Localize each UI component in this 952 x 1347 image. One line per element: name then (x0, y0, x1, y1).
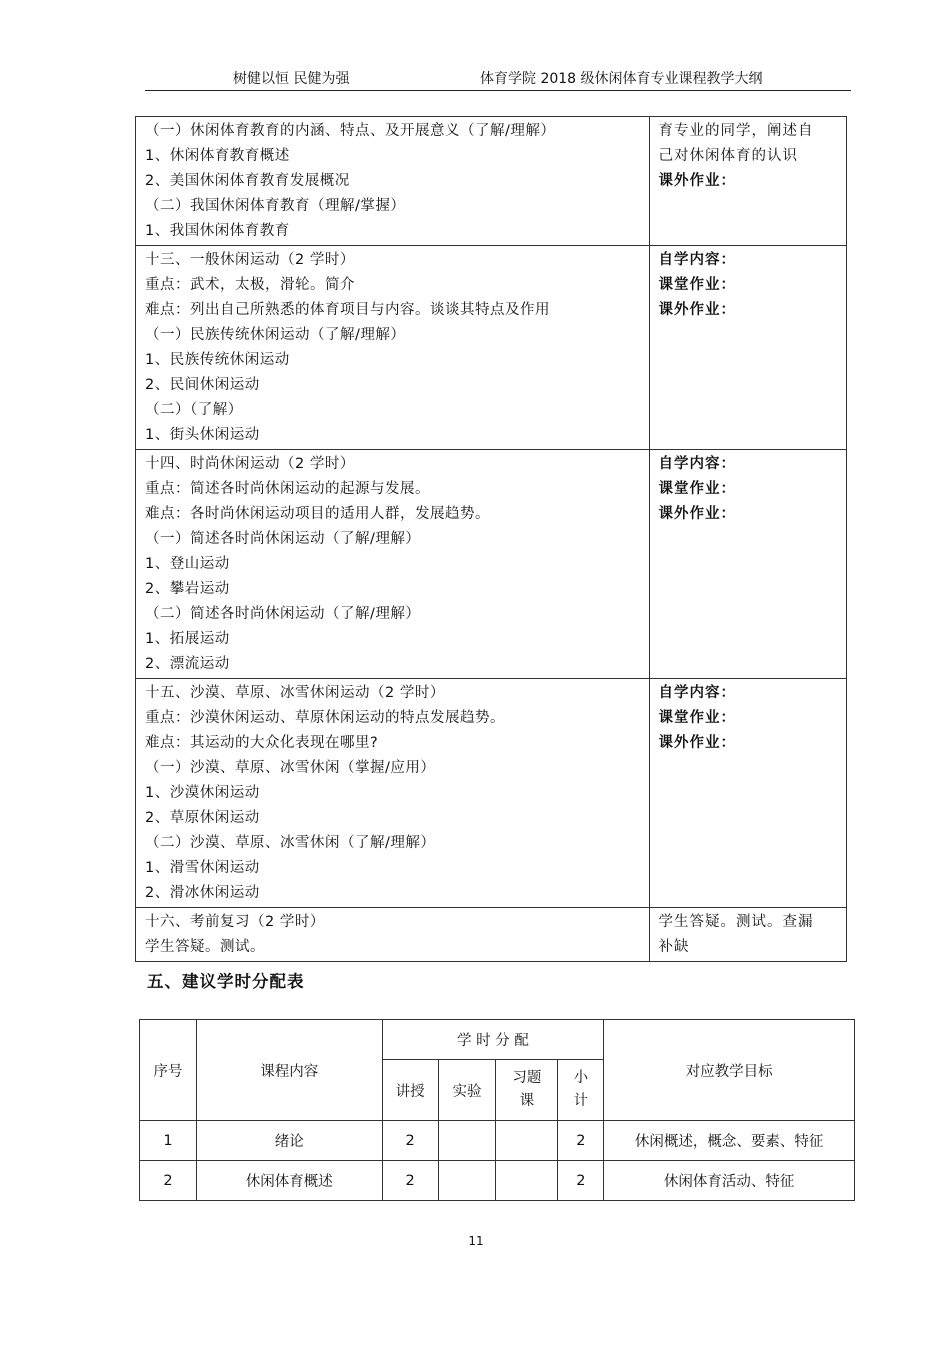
cell-experiment (438, 1161, 496, 1201)
table-row (136, 908, 847, 962)
header-motto: 树健以恒 民健为强 (233, 71, 350, 87)
assignment-label: 课外作业： (658, 302, 737, 318)
cell-goal: 休闲概述，概念、要素、特征 (604, 1121, 855, 1161)
table-row (136, 450, 847, 679)
topic-line: 重点：沙漠休闲运动、草原休闲运动的特点发展趋势。 (145, 710, 505, 726)
topic-line: 难点：列出自己所熟悉的体育项目与内容。谈谈其特点及作用 (145, 302, 550, 318)
cell-content: 绪论 (196, 1121, 382, 1161)
assignment-label: 自学内容： (658, 685, 737, 701)
outline-topic-cell (136, 117, 650, 246)
outline-topic-cell (136, 246, 650, 450)
table-row (136, 246, 847, 450)
assignment-line: 学生答疑。测试。查漏 (658, 914, 814, 930)
assignment-line: 补缺 (658, 939, 690, 955)
table-row (140, 1161, 855, 1201)
cell-lecture: 2 (382, 1161, 438, 1201)
assignment-label: 课堂作业： (658, 277, 737, 293)
assignment-label: 自学内容： (658, 456, 737, 472)
outline-topic-cell (136, 679, 650, 908)
topic-line: 1、沙漠休闲运动 (145, 785, 260, 801)
hours-allocation-table (139, 1019, 855, 1201)
topic-line: 十三、一般休闲运动（2 学时） (145, 252, 355, 268)
topic-line: （二）（了解） (145, 402, 243, 418)
topic-line: 重点：武术，太极，滑轮。简介 (145, 277, 355, 293)
topic-line: （一）沙漠、草原、冰雪休闲（掌握/应用） (145, 760, 436, 776)
header-exercise-line: 习题 (512, 1070, 542, 1086)
cell-seq: 2 (140, 1161, 197, 1201)
header-experiment: 实验 (438, 1060, 496, 1121)
outline-assignment-cell (649, 246, 846, 450)
topic-line: 2、滑冰休闲运动 (145, 885, 260, 901)
cell-exercise (496, 1161, 558, 1201)
topic-line: 难点：各时尚休闲运动项目的适用人群，发展趋势。 (145, 506, 490, 522)
cell-subtotal: 2 (558, 1161, 604, 1201)
cell-lecture: 2 (382, 1121, 438, 1161)
outline-assignment-cell (649, 450, 846, 679)
topic-line: （二）沙漠、草原、冰雪休闲（了解/理解） (145, 835, 436, 851)
topic-line: （一）民族传统休闲运动（了解/理解） (145, 327, 406, 343)
topic-line: 2、草原休闲运动 (145, 810, 260, 826)
section-title: 五、建议学时分配表 (147, 972, 305, 991)
topic-line: 十五、沙漠、草原、冰雪休闲运动（2 学时） (145, 685, 445, 701)
topic-line: 1、民族传统休闲运动 (145, 352, 290, 368)
topic-line: 2、攀岩运动 (145, 581, 230, 597)
cell-content: 休闲体育概述 (196, 1161, 382, 1201)
topic-line: （一）休闲体育教育的内涵、特点、及开展意义（了解/理解） (145, 123, 556, 139)
header-goal: 对应教学目标 (604, 1020, 855, 1121)
topic-line: 2、美国休闲体育教育发展概况 (145, 173, 350, 189)
topic-line: 2、漂流运动 (145, 656, 230, 672)
table-row (140, 1121, 855, 1161)
assignment-label: 课堂作业： (658, 481, 737, 497)
header-subtotal (558, 1060, 604, 1121)
header-subtotal-line: 小 (573, 1070, 589, 1086)
outline-topic-cell (136, 908, 650, 962)
assignment-line: 己对休闲体育的认识 (658, 148, 799, 164)
cell-goal: 休闲体育活动、特征 (604, 1161, 855, 1201)
assignment-label: 课外作业： (658, 735, 737, 751)
assignment-line: 育专业的同学，阐述自 (658, 123, 814, 139)
page-header (145, 62, 851, 91)
topic-line: 重点：简述各时尚休闲运动的起源与发展。 (145, 481, 430, 497)
topic-line: 1、休闲体育教育概述 (145, 148, 290, 164)
header-exercise-line: 课 (519, 1093, 535, 1109)
header-doc-title: 体育学院 2018 级休闲体育专业课程教学大纲 (480, 71, 763, 87)
table-row (136, 679, 847, 908)
cell-exercise (496, 1121, 558, 1161)
cell-subtotal: 2 (558, 1121, 604, 1161)
table-header-row (140, 1020, 855, 1060)
header-exercise (496, 1060, 558, 1121)
header-lecture: 讲授 (382, 1060, 438, 1121)
outline-assignment-cell (649, 679, 846, 908)
outline-topic-cell (136, 450, 650, 679)
topic-line: 难点：其运动的大众化表现在哪里? (145, 735, 379, 751)
cell-seq: 1 (140, 1121, 197, 1161)
topic-line: 十六、考前复习（2 学时） (145, 914, 325, 930)
topic-line: （二）简述各时尚休闲运动（了解/理解） (145, 606, 421, 622)
page-number: 11 (468, 1234, 484, 1248)
header-subtotal-line: 计 (573, 1093, 589, 1109)
topic-line: （一）简述各时尚休闲运动（了解/理解） (145, 531, 421, 547)
assignment-label: 自学内容： (658, 252, 737, 268)
topic-line: （二）我国休闲体育教育（理解/掌握） (145, 198, 406, 214)
table-row (136, 117, 847, 246)
header-seq: 序号 (140, 1020, 197, 1121)
course-outline-table (135, 116, 847, 962)
topic-line: 2、民间休闲运动 (145, 377, 260, 393)
topic-line: 1、街头休闲运动 (145, 427, 260, 443)
assignment-label: 课外作业： (658, 506, 737, 522)
topic-line: 1、拓展运动 (145, 631, 230, 647)
topic-line: 学生答疑。测试。 (145, 939, 265, 955)
topic-line: 1、登山运动 (145, 556, 230, 572)
header-hours-group: 学 时 分 配 (382, 1020, 604, 1060)
topic-line: 1、我国休闲体育教育 (145, 223, 290, 239)
assignment-label: 课外作业： (658, 173, 737, 189)
outline-assignment-cell (649, 908, 846, 962)
header-content: 课程内容 (196, 1020, 382, 1121)
topic-line: 十四、时尚休闲运动（2 学时） (145, 456, 355, 472)
assignment-label: 课堂作业： (658, 710, 737, 726)
topic-line: 1、滑雪休闲运动 (145, 860, 260, 876)
cell-experiment (438, 1121, 496, 1161)
outline-assignment-cell (649, 117, 846, 246)
